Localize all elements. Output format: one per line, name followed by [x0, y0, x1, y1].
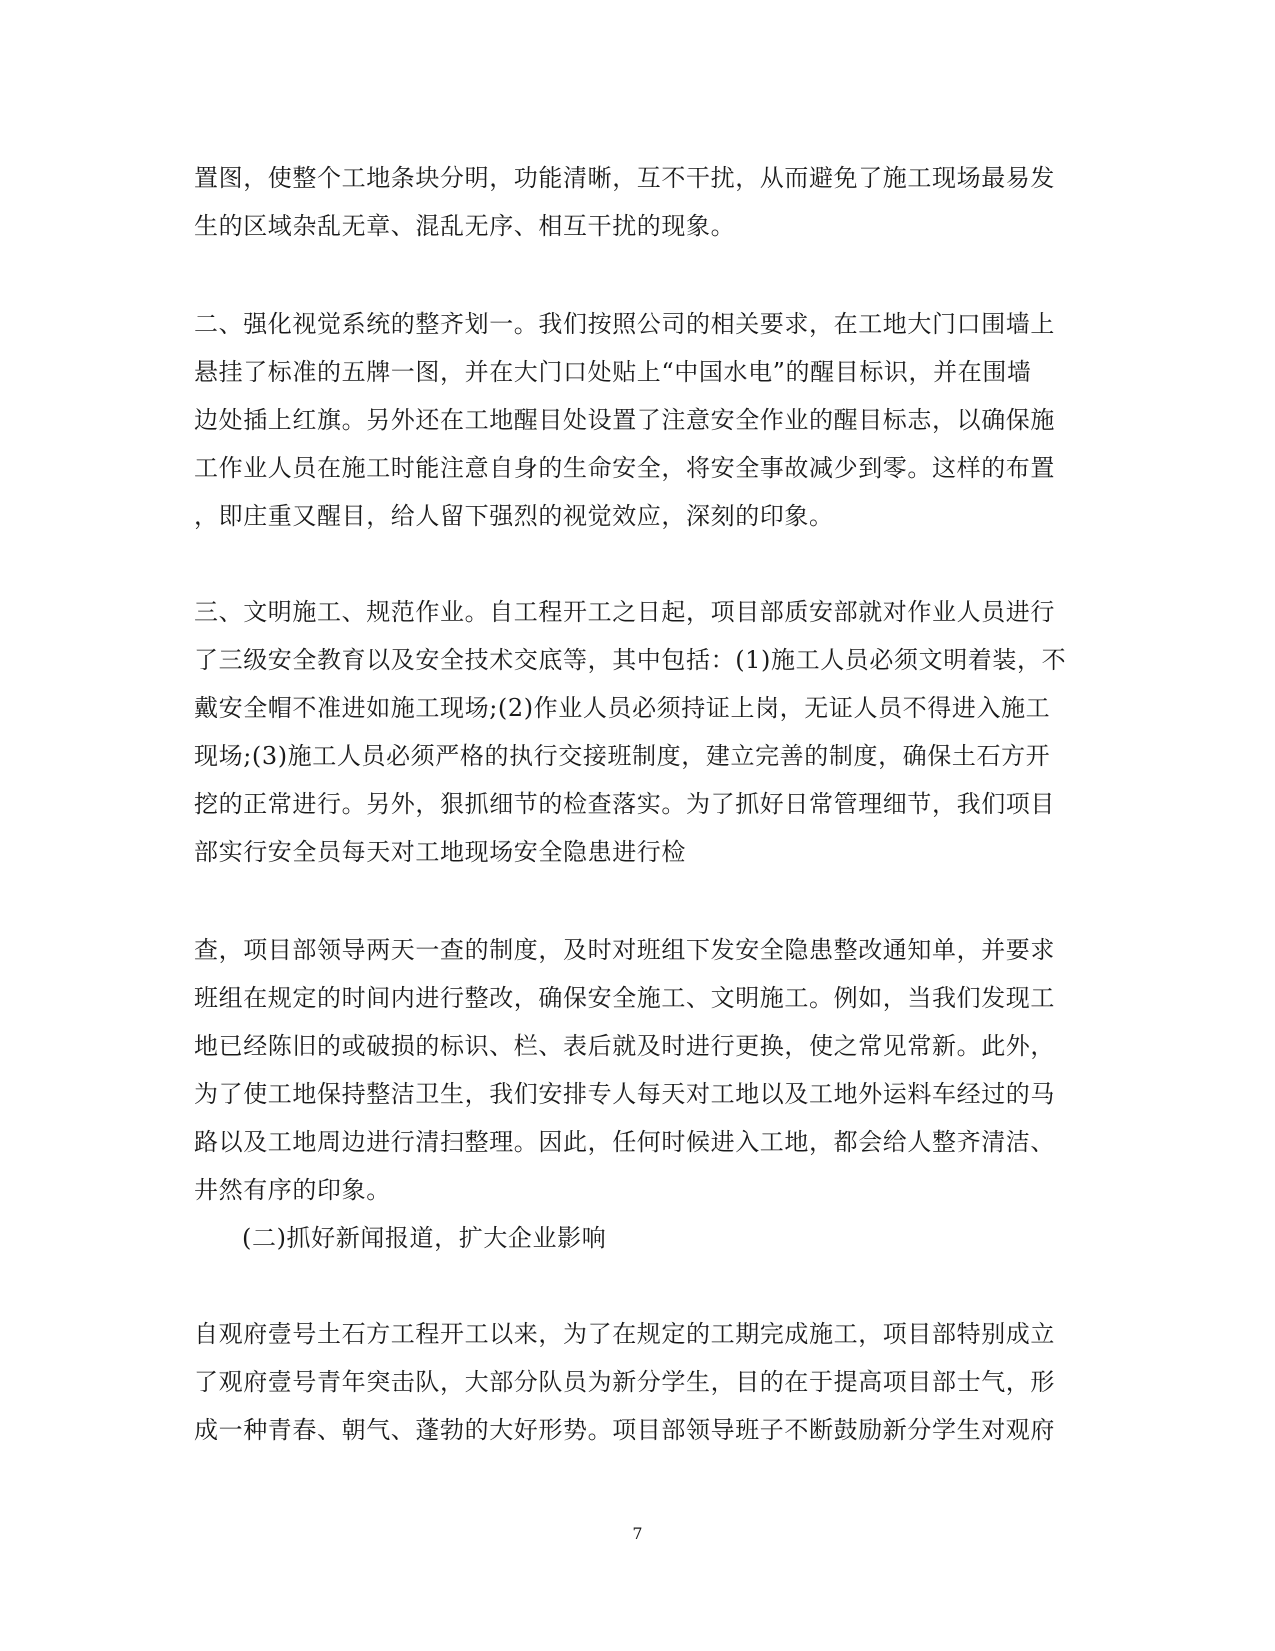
- text-line: 路以及工地周边进行清扫整理。因此，任何时候进入工地，都会给人整齐清洁、: [194, 1128, 1055, 1156]
- text-line: 了三级安全教育以及安全技术交底等，其中包括：(1)施工人员必须文明着装，不: [194, 646, 1067, 674]
- text-line: 生的区域杂乱无章、混乱无序、相互干扰的现象。: [194, 212, 736, 240]
- text-line: 班组在规定的时间内进行整改，确保安全施工、文明施工。例如，当我们发现工: [194, 984, 1055, 1012]
- page-number: 7: [632, 1524, 643, 1543]
- text-line: 自观府壹号土石方工程开工以来，为了在规定的工期完成施工，项目部特别成立: [194, 1320, 1055, 1348]
- text-line: 置图，使整个工地条块分明，功能清晰，互不干扰，从而避免了施工现场最易发: [194, 164, 1055, 192]
- text-line: 部实行安全员每天对工地现场安全隐患进行检: [194, 838, 686, 866]
- text-line: 三、文明施工、规范作业。自工程开工之日起，项目部质安部就对作业人员进行: [194, 598, 1055, 626]
- text-line: 地已经陈旧的或破损的标识、栏、表后就及时进行更换，使之常见常新。此外，: [194, 1032, 1055, 1060]
- text-line: 现场;(3)施工人员必须严格的执行交接班制度，建立完善的制度，确保土石方开: [194, 742, 1051, 770]
- text-line: 为了使工地保持整洁卫生，我们安排专人每天对工地以及工地外运料车经过的马: [194, 1080, 1055, 1108]
- text-line: 工作业人员在施工时能注意自身的生命安全，将安全事故减少到零。这样的布置: [194, 454, 1055, 482]
- text-line: ，即庄重又醒目，给人留下强烈的视觉效应，深刻的印象。: [194, 502, 834, 530]
- text-line: 悬挂了标准的五牌一图，并在大门口处贴上“中国水电”的醒目标识，并在围墙: [194, 358, 1032, 386]
- text-line: 井然有序的印象。: [194, 1176, 391, 1204]
- section-heading: (二)抓好新闻报道，扩大企业影响: [242, 1224, 607, 1252]
- text-line: 二、强化视觉系统的整齐划一。我们按照公司的相关要求，在工地大门口围墙上: [194, 310, 1055, 338]
- text-line: 挖的正常进行。另外，狠抓细节的检查落实。为了抓好日常管理细节，我们项目: [194, 790, 1055, 818]
- text-line: 了观府壹号青年突击队，大部分队员为新分学生，目的在于提高项目部士气，形: [194, 1368, 1055, 1396]
- text-line: 边处插上红旗。另外还在工地醒目处设置了注意安全作业的醒目标志，以确保施: [194, 406, 1055, 434]
- text-line: 戴安全帽不准进如施工现场;(2)作业人员必须持证上岗，无证人员不得进入施工: [194, 694, 1051, 722]
- text-line: 查，项目部领导两天一查的制度，及时对班组下发安全隐患整改通知单，并要求: [194, 936, 1055, 964]
- text-line: 成一种青春、朝气、蓬勃的大好形势。项目部领导班子不断鼓励新分学生对观府: [194, 1416, 1055, 1444]
